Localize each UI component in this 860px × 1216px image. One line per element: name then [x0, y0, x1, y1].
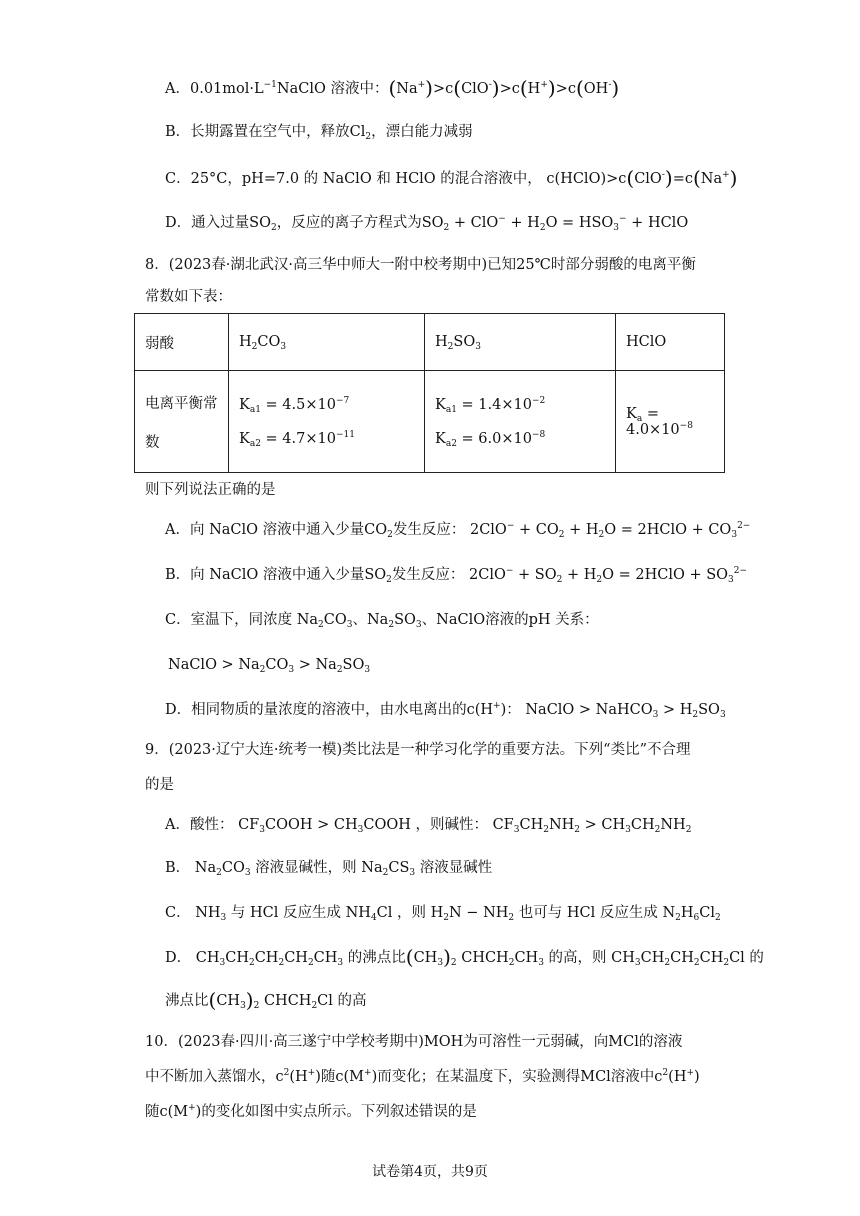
table-header-h2co3: $H_2CO_3$	[229, 314, 425, 371]
q10-stem-line3: 随c(M+)的变化如图中实点所示。下列叙述错误的是	[145, 1103, 477, 1120]
q9-option-d: D． $CH_3CH_2CH_2CH_2CH_3$ 的沸点比$(CH_3)_2$ $CHCH_2CH_3$ 的高，则 $CH_3CH_2CH_2CH_2Cl$ 的	[165, 945, 764, 969]
q9-option-d-cont: 沸点比$(CH_3)_2$ $CHCH_2Cl$ 的高	[165, 988, 367, 1012]
table-header-h2so3: $H_2SO_3$	[425, 314, 616, 371]
table-cell-hclo-ka: $K_a = 4.0\times 10^{-8}$	[616, 371, 725, 473]
q7-option-a: A．$0.01mol\cdot L^{-1}NaClO$ 溶液中：(Na+)>c(ClO-)>c(H+)>c(OH-)	[165, 76, 620, 100]
table-cell-h2co3-ka: $K_{a1} = 4.5\times 10^{-7}$ $K_{a2} = 4.7\times 10^{-11}$	[229, 371, 425, 473]
q7-option-b: B．长期露置在空气中，释放$Cl_2$，漂白能力减弱	[165, 124, 473, 142]
table-header-hclo: HClO	[616, 314, 725, 371]
table-cell-h2so3-ka: $K_{a1} = 1.4\times 10^{-2}$ $K_{a2} = 6.0\times 10^{-8}$	[425, 371, 616, 473]
q7-option-c: C．25°C，pH=7.0 的 NaClO 和 HClO 的混合溶液中， c(HClO)>c(ClO-)=c(Na+)	[165, 166, 738, 190]
q8-then: 则下列说法正确的是	[145, 482, 276, 498]
page-footer: 试卷第4页，共9页	[372, 1164, 488, 1180]
q9-stem-line2: 的是	[145, 777, 174, 793]
table-header-acid: 弱酸	[135, 314, 229, 371]
q9-stem-line1: 9．(2023·辽宁大连·统考一模)类比法是一种学习化学的重要方法。下列“类比”不合理	[145, 742, 691, 758]
q9-option-a: A．酸性： $CF_3COOH$ > $CH_3COOH$ ，则碱性： $CF_3CH_2NH_2 > CH_3CH_2NH_2$	[165, 817, 692, 835]
q8-option-d: D．相同物质的量浓度的溶液中，由水电离出的c(H+)： NaClO > NaHCO$_3$ > $H_2SO_3$	[165, 701, 726, 720]
table-row-label: 电离平衡常 数	[135, 371, 229, 473]
q10-stem-line1: 10．(2023春·四川·高三遂宁中学校考期中)MOH为可溶性一元弱碱，向MCl的溶液	[145, 1034, 683, 1050]
q7-option-d: D．通入过量$SO_2$，反应的离子方程式为$SO_2 + ClO^- + H_2O = HSO_3^-$ + HClO	[165, 214, 689, 233]
q8-option-c: C．室温下，同浓度 $Na_2CO_3$、$Na_2SO_3$、NaClO溶液的pH 关系：	[165, 612, 599, 630]
q10-stem-line2: 中不断加入蒸馏水，$c^2(H^+)$随c(M+)而变化；在某温度下，实验测得MCl溶液中$c^2(H^+)$	[145, 1068, 700, 1085]
q9-option-c: C． $NH_3$ 与 HCl 反应生成 $NH_4Cl$ ，则 $H_2N - NH_2$ 也可与 HCl 反应生成 $N_2H_6Cl_2$	[165, 905, 721, 923]
ionization-constant-table	[134, 313, 725, 473]
q8-stem-line2: 常数如下表：	[145, 289, 232, 305]
q8-option-b: B．向 NaClO 溶液中通入少量$SO_2$发生反应： $2ClO^- + SO_2 + H_2O$ = 2HClO + $SO_3^{2-}$	[165, 566, 748, 585]
q9-option-b: B． $Na_2CO_3$ 溶液显碱性，则 $Na_2CS_3$ 溶液显碱性	[165, 860, 493, 878]
q8-option-c-relation: NaClO > $Na_2CO_3 > Na_2SO_3$	[168, 657, 371, 675]
q8-option-a: A．向 NaClO 溶液中通入少量$CO_2$发生反应： $2ClO^- + CO_2 + H_2O$ = 2HClO + $CO_3^{2-}$	[165, 521, 751, 540]
q8-stem-line1: 8．(2023春·湖北武汉·高三华中师大一附中校考期中)已知25℃时部分弱酸的电离平衡	[145, 257, 696, 273]
